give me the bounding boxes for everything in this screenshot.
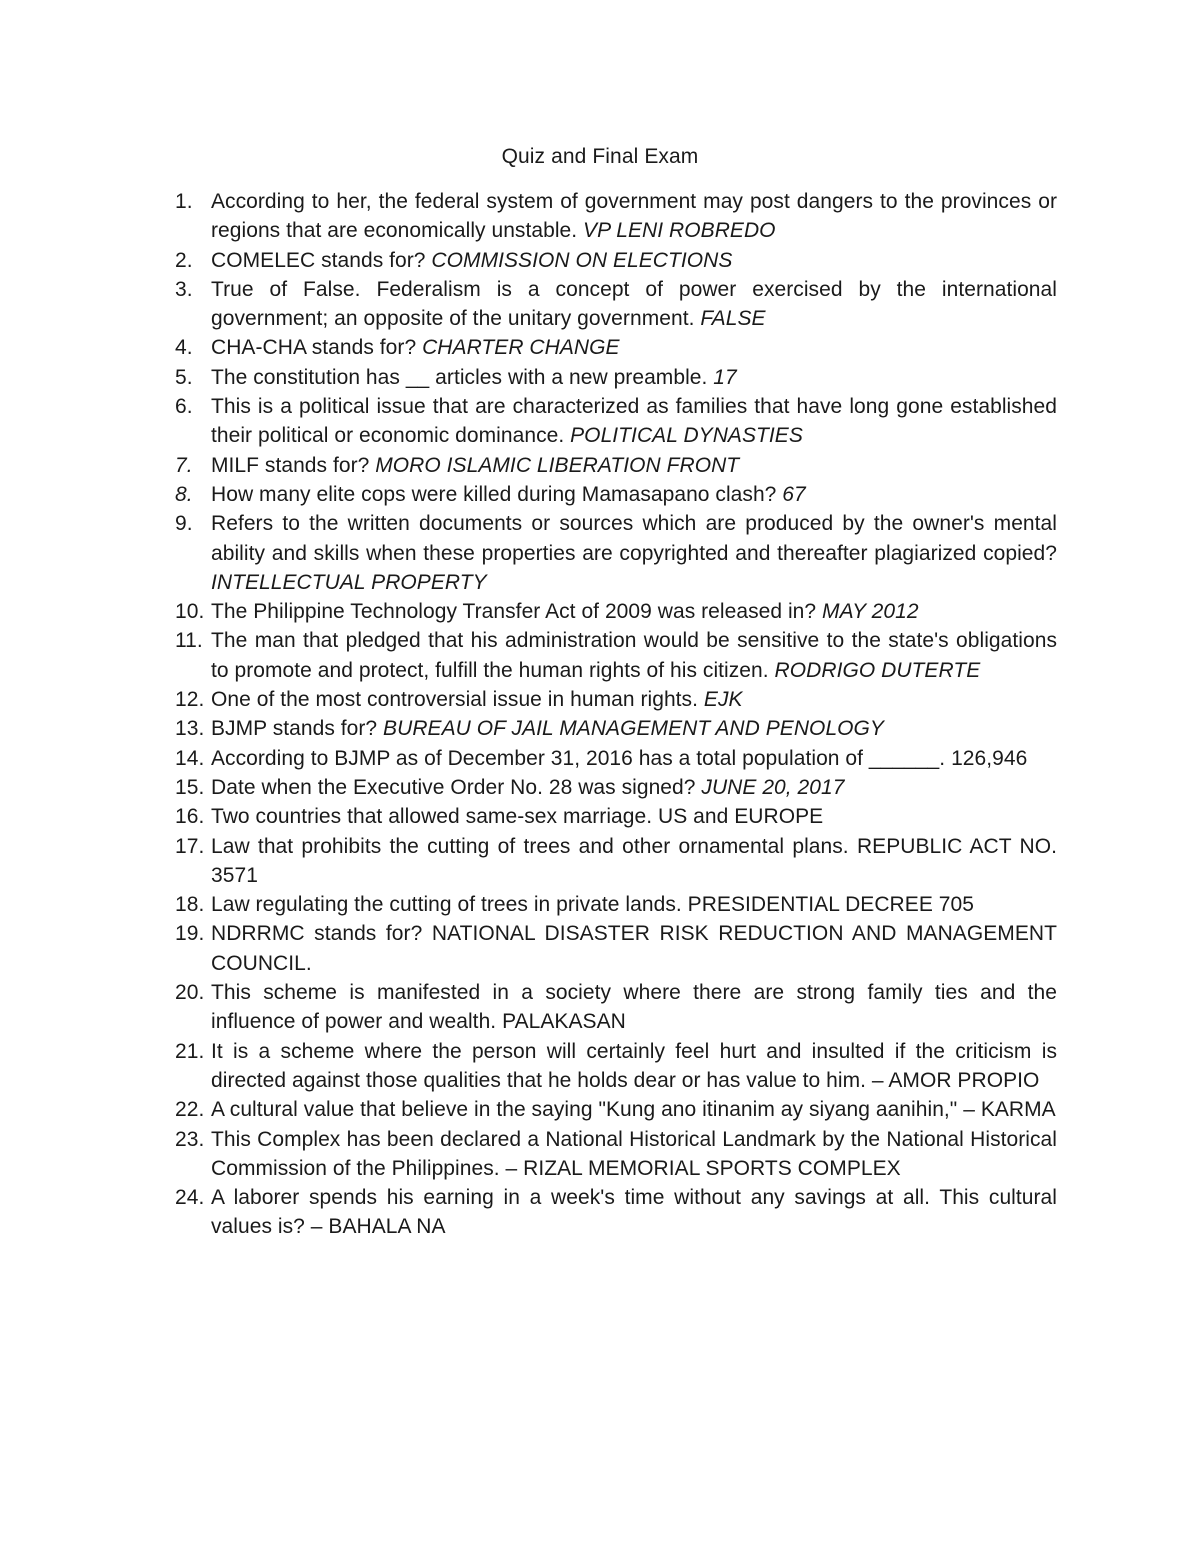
question-text: This is a political issue that are characterized as families that have long gone established their political or economic dominance. — [211, 395, 1057, 448]
question-item — [0, 187, 1057, 246]
question-answer: 126,946 — [951, 746, 1028, 770]
question-answer: EJK — [703, 688, 743, 712]
question-number: 10. — [175, 600, 205, 624]
question-item — [0, 773, 1057, 802]
question-answer: AMOR PROPIO — [888, 1068, 1040, 1092]
question-number: 21. — [175, 1039, 205, 1063]
question-number: 11. — [175, 629, 203, 653]
question-item — [0, 451, 1057, 480]
question-answer: REPUBLIC ACT NO. 3571 — [211, 834, 1057, 887]
question-text: This scheme is manifested in a society where there are strong family ties and the influence of power and wealth. — [211, 981, 1057, 1034]
question-text: MILF stands for? — [211, 453, 376, 477]
question-answer: BAHALA NA — [328, 1215, 446, 1239]
question-answer: NATIONAL DISASTER RISK REDUCTION AND MANAGEMENT COUNCIL. — [211, 922, 1057, 975]
question-number: 3. — [175, 277, 193, 301]
question-answer: PRESIDENTIAL DECREE 705 — [687, 893, 974, 917]
question-item — [0, 714, 1057, 743]
question-answer: FALSE — [700, 307, 766, 331]
question-item — [0, 246, 1057, 275]
question-number: 5. — [175, 365, 193, 389]
question-text: How many elite cops were killed during Mamasapano clash? — [211, 482, 783, 506]
question-number: 17. — [175, 834, 205, 858]
question-answer: MORO ISLAMIC LIBERATION FRONT — [375, 453, 740, 477]
question-text: It is a scheme where the person will certainly feel hurt and insulted if the criticism is directed against those qualities that he holds dear or has value to him. – — [211, 1039, 1057, 1092]
question-item — [0, 685, 1057, 714]
question-text: NDRRMC stands for? — [211, 922, 432, 946]
question-text: According to BJMP as of December 31, 2016 has a total population of ______. — [211, 746, 952, 770]
question-text: Two countries that allowed same-sex marriage. — [211, 805, 658, 829]
question-number: 12. — [175, 688, 205, 712]
question-text: Refers to the written documents or sources which are produced by the owner's mental ability and skills when these properties are copyrighted and thereafter plagiarized copied? — [211, 512, 1057, 565]
question-item — [0, 978, 1057, 1037]
question-item — [0, 890, 1057, 919]
question-number: 13. — [175, 717, 205, 741]
question-number: 14. — [175, 746, 205, 770]
question-text: CHA-CHA stands for? — [211, 336, 423, 360]
question-number: 8. — [175, 482, 193, 506]
question-answer: KARMA — [980, 1098, 1056, 1122]
question-answer: VP LENI ROBREDO — [583, 219, 776, 243]
question-text: This Complex has been declared a National Historical Landmark by the National Historical Commission of the Philippines. – — [211, 1127, 1057, 1180]
question-text: The constitution has __ articles with a new preamble. — [211, 365, 714, 389]
question-answer: POLITICAL DYNASTIES — [570, 424, 803, 448]
question-text: A cultural value that believe in the saying "Kung ano itinanim ay siyang aanihin," – — [211, 1098, 981, 1122]
question-text: According to her, the federal system of government may post dangers to the provinces or regions that are economically unstable. — [211, 190, 1057, 243]
question-text: Law that prohibits the cutting of trees and other ornamental plans. — [211, 834, 857, 858]
document-title: Quiz and Final Exam — [501, 145, 699, 168]
question-number: 23. — [175, 1127, 205, 1151]
question-item — [0, 919, 1057, 978]
question-text: True of False. Federalism is a concept of power exercised by the international government; an opposite of the unitary government. — [211, 277, 1057, 331]
question-list — [0, 187, 1200, 1242]
question-item — [0, 1125, 1057, 1184]
question-item — [0, 1037, 1057, 1096]
question-item — [0, 392, 1057, 451]
question-text: The Philippine Technology Transfer Act of 2009 was released in? — [211, 600, 823, 624]
question-text: The man that pledged that his administration would be sensitive to the state's obligations to promote and protect, fulfill the human rights of his citizen. — [211, 629, 1057, 682]
question-item — [0, 275, 1057, 334]
question-number: 6. — [175, 395, 193, 419]
question-number: 18. — [175, 893, 205, 917]
question-number: 20. — [175, 981, 205, 1005]
question-text: BJMP stands for? — [211, 717, 384, 741]
question-text: A laborer spends his earning in a week's time without any savings at all. This cultural values is? – — [211, 1186, 1057, 1239]
question-number: 2. — [175, 248, 193, 272]
question-number: 19. — [175, 922, 205, 946]
question-answer: PALAKASAN — [502, 1010, 626, 1034]
question-item — [0, 1183, 1057, 1242]
question-answer: INTELLECTUAL PROPERTY — [211, 570, 487, 594]
question-number: 22. — [175, 1098, 205, 1122]
question-text: Law regulating the cutting of trees in private lands. — [211, 893, 688, 917]
question-item — [0, 1095, 1057, 1124]
question-answer: RODRIGO DUTERTE — [774, 658, 981, 682]
question-item — [0, 363, 1057, 392]
question-answer: COMMISSION ON ELECTIONS — [431, 248, 733, 272]
question-number: 16. — [175, 805, 205, 829]
question-number: 1. — [175, 190, 193, 213]
question-answer: CHARTER CHANGE — [422, 336, 620, 360]
question-item — [0, 333, 1057, 362]
question-answer: RIZAL MEMORIAL SPORTS COMPLEX — [523, 1156, 901, 1180]
question-text: COMELEC stands for? — [211, 248, 432, 272]
question-answer: US and EUROPE — [658, 805, 824, 829]
question-answer: JUNE 20, 2017 — [701, 775, 845, 799]
question-number: 24. — [175, 1186, 205, 1210]
question-text: Date when the Executive Order No. 28 was signed? — [211, 775, 702, 799]
question-number: 7. — [175, 453, 193, 477]
question-answer: MAY 2012 — [822, 600, 919, 624]
question-item — [0, 832, 1057, 891]
question-answer: 17 — [713, 365, 737, 389]
question-number: 15. — [175, 775, 205, 799]
question-item — [0, 597, 1057, 626]
question-item — [0, 480, 1057, 509]
question-item — [0, 744, 1057, 773]
question-item — [0, 802, 1057, 831]
question-text: One of the most controversial issue in human rights. — [211, 688, 704, 712]
question-number: 9. — [175, 512, 193, 536]
question-answer: BUREAU OF JAIL MANAGEMENT AND PENOLOGY — [383, 717, 884, 741]
question-item — [0, 626, 1057, 685]
question-item — [0, 509, 1057, 597]
question-number: 4. — [175, 336, 193, 360]
question-answer: 67 — [782, 482, 806, 506]
